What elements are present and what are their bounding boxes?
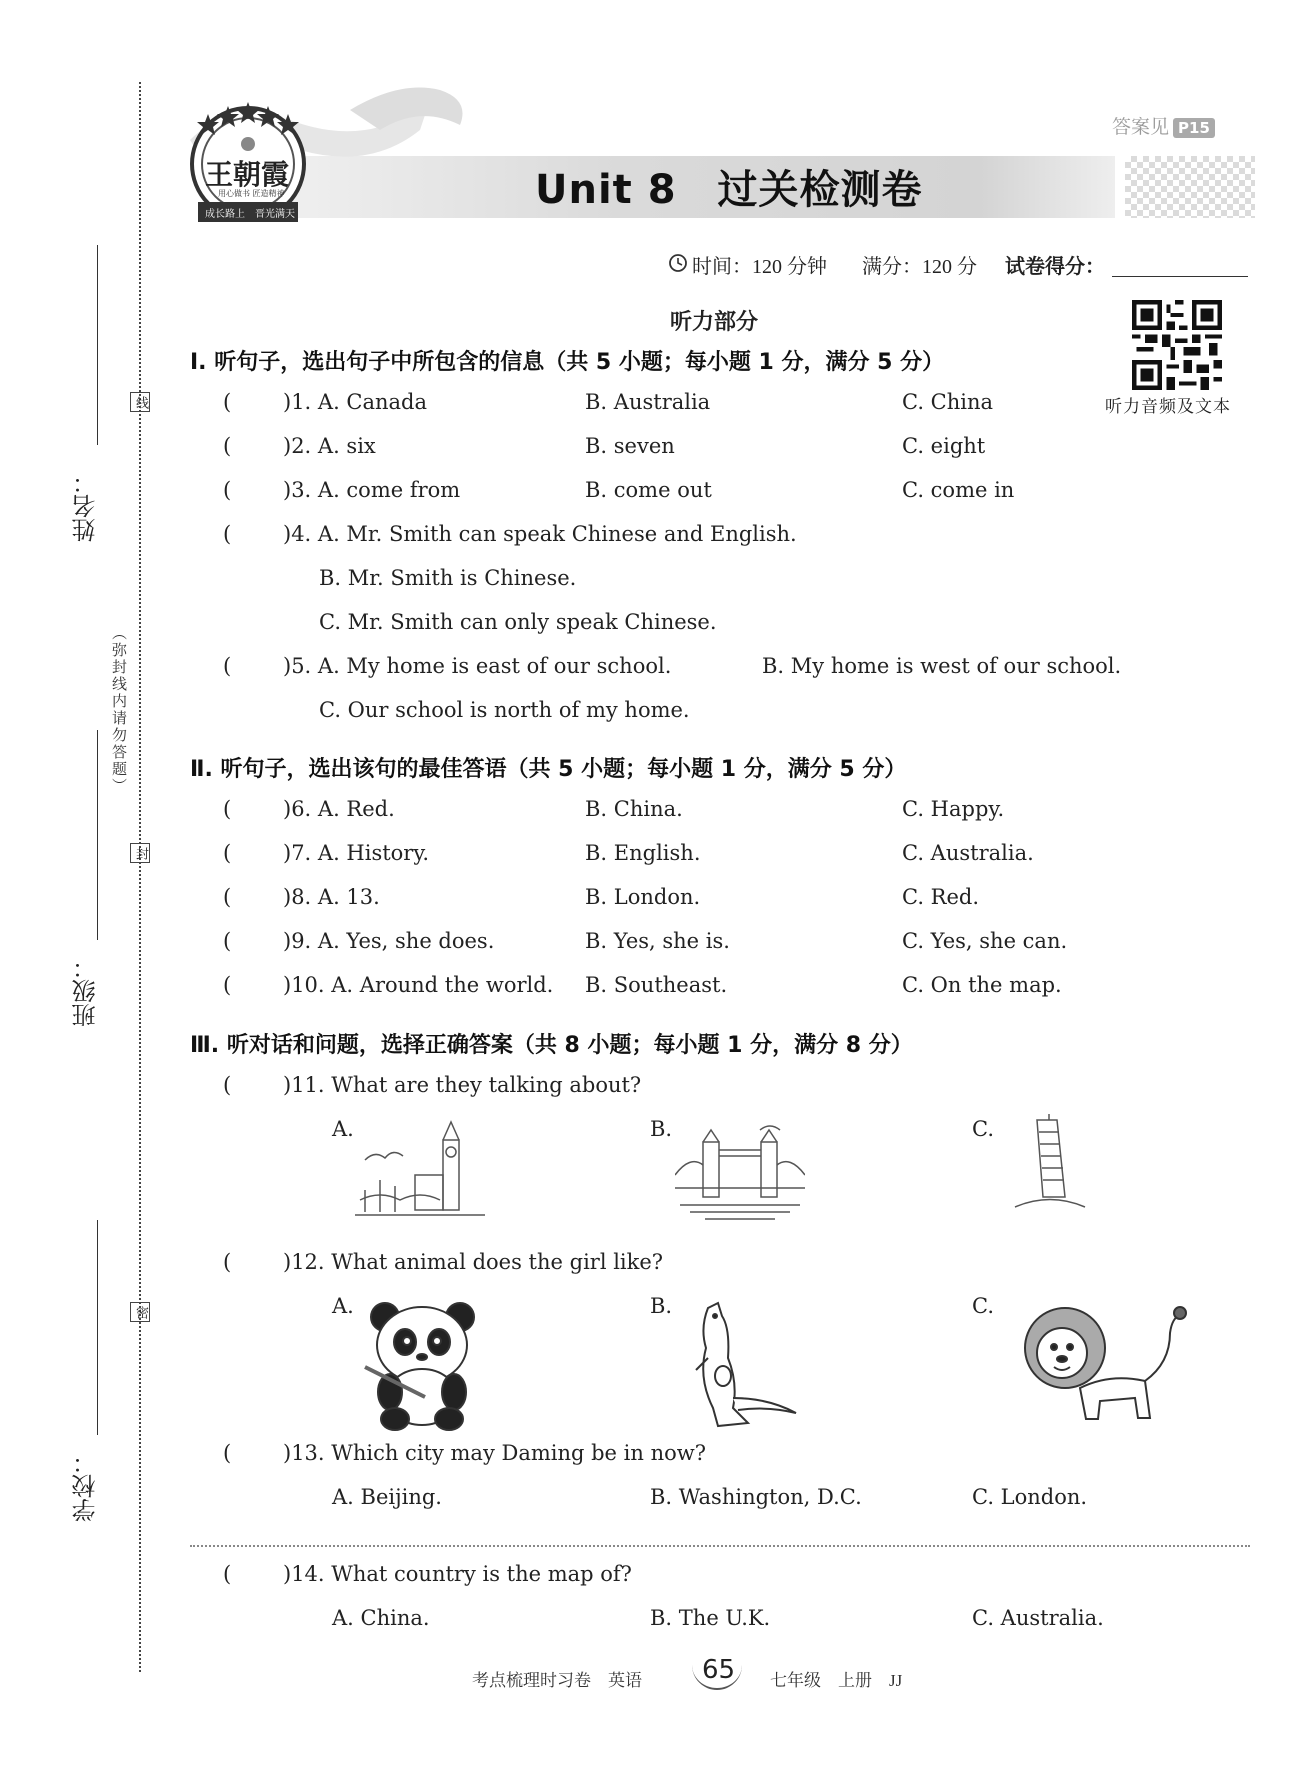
part2-title: Ⅱ. 听句子，选出该句的最佳答语（共 5 小题；每小题 1 分，满分 5 分） [190, 757, 907, 782]
logo-name: 王朝霞 [205, 158, 290, 191]
answer-blank-14[interactable]: ( [223, 1562, 232, 1586]
q11-label-c: C. [972, 1117, 994, 1141]
q2-option-c: C. eight [902, 434, 986, 458]
seal-mark-secret: 密 [130, 1302, 150, 1322]
lion-icon[interactable] [1020, 1293, 1190, 1428]
answer-ref-label: 答案见 [1112, 116, 1170, 138]
panda-icon[interactable] [355, 1297, 490, 1432]
q4-option-b: B. Mr. Smith is Chinese. [319, 566, 577, 590]
q8-option-c: C. Red. [902, 885, 980, 909]
q10-option-c: C. On the map. [902, 973, 1062, 997]
q7-option-c: C. Australia. [902, 841, 1034, 865]
q5-option-a: )5. A. My home is east of our school. [283, 654, 672, 678]
logo-banner-right: 晋光满天 [255, 209, 295, 220]
answer-blank-13[interactable]: ( [223, 1441, 232, 1465]
name-label: 姓名： [72, 470, 100, 542]
listening-section-title: 听力部分 [670, 310, 759, 335]
q1-option-a: )1. A. Canada [283, 390, 428, 414]
q1-option-b: B. Australia [585, 390, 711, 414]
answer-blank-5[interactable]: ( [223, 654, 232, 678]
answer-blank-9[interactable]: ( [223, 929, 232, 953]
score-blank[interactable] [1112, 276, 1248, 277]
exam-full-score: 满分：120 分 [862, 256, 977, 278]
q2-option-a: )2. A. six [283, 434, 376, 458]
kangaroo-icon[interactable] [678, 1298, 798, 1433]
page-title: Unit 8 过关检测卷 [535, 167, 923, 213]
answer-blank-10[interactable]: ( [223, 973, 232, 997]
q12-label-c: C. [972, 1294, 994, 1318]
q9-option-c: C. Yes, she can. [902, 929, 1068, 953]
answer-blank-11[interactable]: ( [223, 1073, 232, 1097]
q7-option-a: )7. A. History. [283, 841, 430, 865]
part3-title: Ⅲ. 听对话和问题，选择正确答案（共 8 小题；每小题 1 分，满分 8 分） [190, 1033, 913, 1058]
q4-option-c: C. Mr. Smith can only speak Chinese. [319, 610, 717, 634]
q2-option-b: B. seven [585, 434, 675, 458]
q13-question: )13. Which city may Daming be in now? [283, 1441, 706, 1465]
part1-title: Ⅰ. 听句子，选出句子中所包含的信息（共 5 小题；每小题 1 分，满分 5 分） [190, 350, 945, 375]
q6-option-a: )6. A. Red. [283, 797, 395, 821]
q12-question: )12. What animal does the girl like? [283, 1250, 664, 1274]
answer-blank-3[interactable]: ( [223, 478, 232, 502]
q13-option-a: A. Beijing. [332, 1485, 442, 1509]
q1-option-c: C. China [902, 390, 994, 414]
q7-option-b: B. English. [585, 841, 701, 865]
leaning-tower-icon[interactable] [985, 1112, 1115, 1217]
answer-blank-7[interactable]: ( [223, 841, 232, 865]
q9-option-b: B. Yes, she is. [585, 929, 730, 953]
q13-option-b: B. Washington, D.C. [650, 1485, 862, 1509]
class-label: 班级： [72, 955, 100, 1027]
answer-blank-12[interactable]: ( [223, 1250, 232, 1274]
dotted-separator [190, 1545, 1250, 1547]
q13-option-c: C. London. [972, 1485, 1088, 1509]
exam-time: 时间：120 分钟 [692, 256, 827, 278]
q8-option-a: )8. A. 13. [283, 885, 380, 909]
seal-note: （弥封线内请勿答题） [110, 625, 128, 795]
q10-option-b: B. Southeast. [585, 973, 728, 997]
q11-label-b: B. [650, 1117, 673, 1141]
logo-subtitle: 用心做书 匠造精神 [218, 189, 285, 198]
q14-option-b: B. The U.K. [650, 1606, 771, 1630]
page-number: 65 [702, 1655, 736, 1685]
answer-blank-8[interactable]: ( [223, 885, 232, 909]
q14-option-a: A. China. [332, 1606, 430, 1630]
q9-option-a: )9. A. Yes, she does. [283, 929, 495, 953]
logo-banner-left: 成长路上 [205, 209, 245, 220]
q12-label-a: A. [332, 1294, 354, 1318]
answer-blank-4[interactable]: ( [223, 522, 232, 546]
q12-label-b: B. [650, 1294, 673, 1318]
school-label: 学校： [72, 1450, 100, 1522]
school-underline [97, 1220, 98, 1435]
qr-code-icon[interactable] [1132, 300, 1222, 390]
class-underline [97, 730, 98, 940]
answer-reference [1112, 112, 1215, 139]
title-checker-pattern [1125, 156, 1255, 218]
answer-blank-2[interactable]: ( [223, 434, 232, 458]
seal-mark-line: 线 [130, 392, 150, 412]
name-underline [97, 245, 98, 445]
q11-label-a: A. [332, 1117, 354, 1141]
q14-question: )14. What country is the map of? [283, 1562, 632, 1586]
q3-option-a: )3. A. come from [283, 478, 461, 502]
q6-option-c: C. Happy. [902, 797, 1005, 821]
answer-blank-6[interactable]: ( [223, 797, 232, 821]
q4-option-a: )4. A. Mr. Smith can speak Chinese and English. [283, 522, 797, 546]
q14-option-c: C. Australia. [972, 1606, 1104, 1630]
tower-bridge-icon[interactable] [675, 1120, 805, 1225]
answer-blank-1[interactable]: ( [223, 390, 232, 414]
q8-option-b: B. London. [585, 885, 701, 909]
q5-option-c: C. Our school is north of my home. [319, 698, 690, 722]
clock-icon [668, 253, 688, 273]
q11-question: )11. What are they talking about? [283, 1073, 642, 1097]
exam-score-label: 试卷得分： [1005, 254, 1105, 278]
q10-option-a: )10. A. Around the world. [283, 973, 554, 997]
binding-dotted-line [139, 82, 141, 1672]
q5-option-b: B. My home is west of our school. [762, 654, 1122, 678]
big-ben-icon[interactable] [355, 1120, 485, 1225]
answer-page-badge: P15 [1173, 118, 1215, 138]
footer-book-title: 考点梳理时习卷 英语 [472, 1671, 642, 1690]
q6-option-b: B. China. [585, 797, 683, 821]
q3-option-c: C. come in [902, 478, 1015, 502]
qr-caption: 听力音频及文本 [1105, 397, 1231, 416]
q3-option-b: B. come out [585, 478, 712, 502]
footer-grade: 七年级 上册 JJ [770, 1671, 903, 1690]
seal-mark-seal: 封 [130, 843, 150, 863]
